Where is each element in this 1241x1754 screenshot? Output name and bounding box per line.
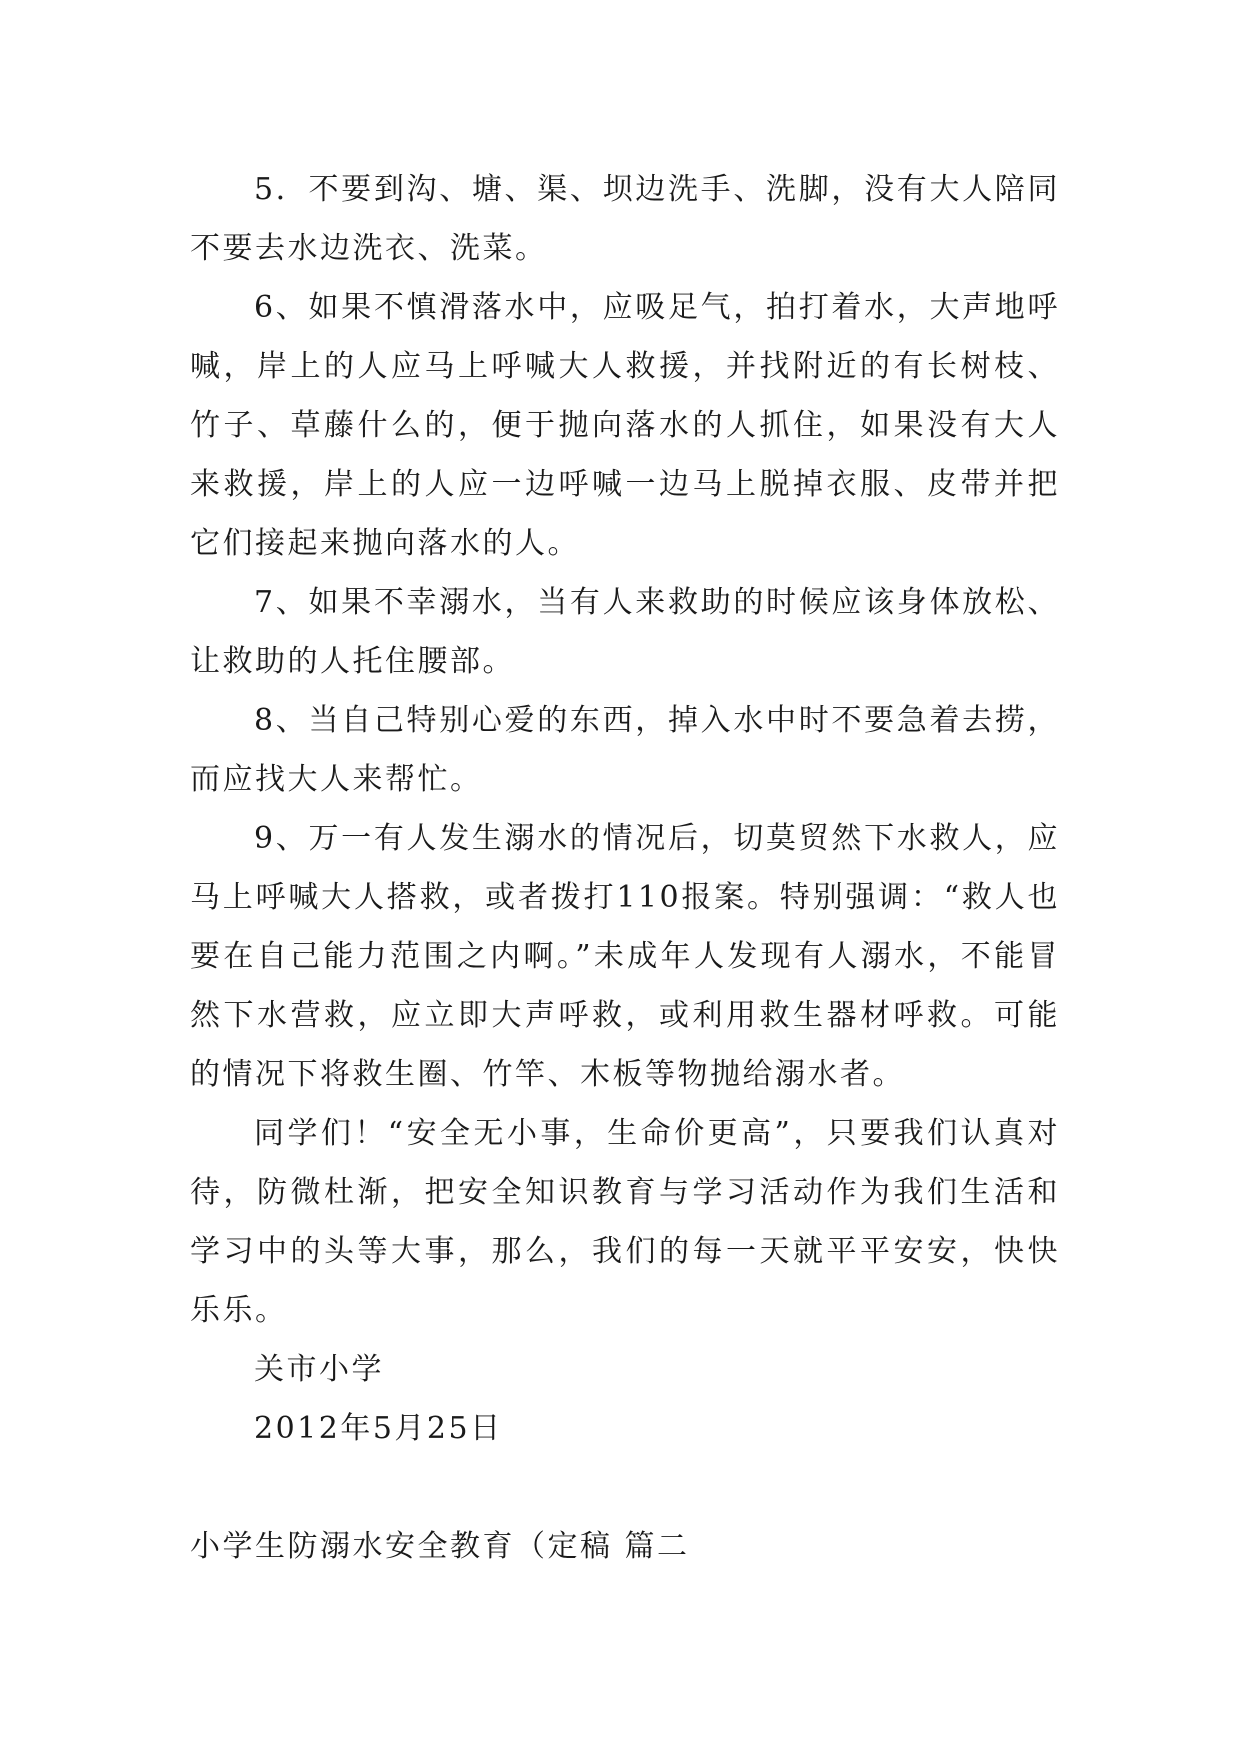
paragraph-item-9: 9、万一有人发生溺水的情况后，切莫贸然下水救人，应马上呼喊大人搭救，或者拨打110报案。特别强调：“救人也要在自己能力范围之内啊。”未成年人发现有人溺水，不能冒然下水营救，应立即大声呼救，或利用救生器材呼救。可能的情况下将救生圈、竹竿、木板等物抛给溺水者。: [190, 821, 1060, 1092]
paragraph-item-8: 8、当自己特别心爱的东西，掉入水中时不要急着去捞，而应找大人来帮忙。: [190, 703, 1060, 797]
paragraph-item-5: 5．不要到沟、塘、渠、坝边洗手、洗脚，没有大人陪同不要去水边洗衣、洗菜。: [190, 172, 1060, 266]
paragraph-item-6: 6、如果不慎滑落水中，应吸足气，拍打着水，大声地呼喊，岸上的人应马上呼喊大人救援，并找附近的有长树枝、竹子、草藤什么的，便于抛向落水的人抓住，如果没有大人来救援，岸上的人应一边呼喊一边马上脱掉衣服、皮带并把它们接起来抛向落水的人。: [190, 290, 1060, 561]
paragraph-item-7: 7、如果不幸溺水，当有人来救助的时候应该身体放松、让救助的人托住腰部。: [190, 585, 1060, 679]
closing-paragraph: 同学们！“安全无小事，生命价更高”，只要我们认真对待，防微杜渐，把安全知识教育与学习活动作为我们生活和学习中的头等大事，那么，我们的每一天就平平安安，快快乐乐。: [190, 1116, 1060, 1328]
next-section-title: 小学生防溺水安全教育（定稿 篇二: [190, 1529, 690, 1564]
signature-date: 2012年5月25日: [254, 1411, 503, 1446]
signature-school: 关市小学: [254, 1352, 384, 1387]
document-body: [190, 160, 1060, 1458]
